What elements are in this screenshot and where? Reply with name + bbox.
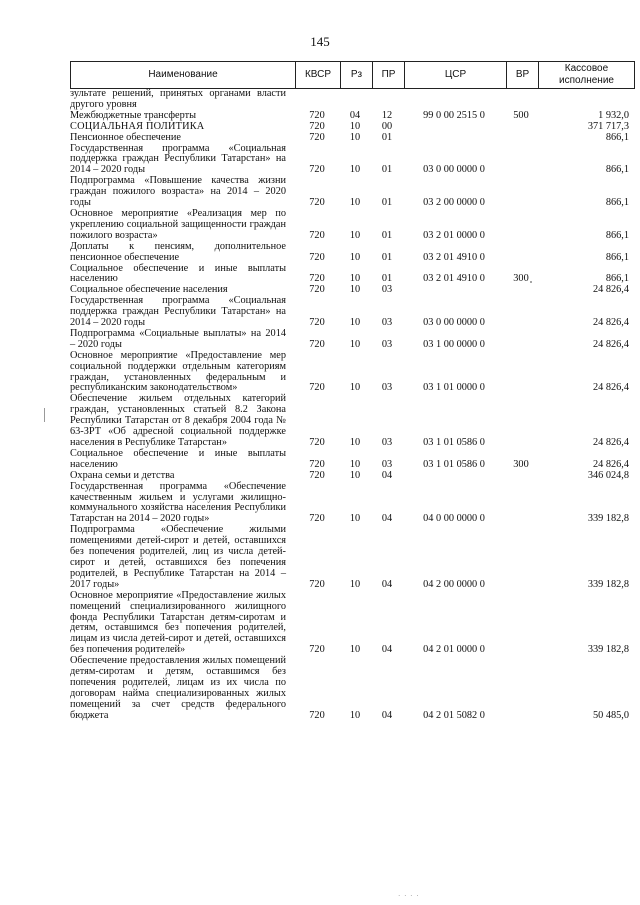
row-pr: 04 [381,709,393,721]
table-row [70,394,635,449]
row-sum: 371 717,3 [587,120,629,132]
row-vr: 300 [513,273,529,285]
row-pr: 04 [381,578,393,590]
row-pr: 01 [381,273,393,285]
row-pr: 12 [381,109,393,121]
budget-table [70,61,635,722]
row-sum: 339 182,8 [587,513,629,525]
row-csr: 03 2 01 4910 0 [423,251,485,263]
row-kvsr: 720 [309,273,325,285]
row-csr: 99 0 00 2515 0 [423,109,485,121]
row-name: Государственная программа «Социальная поддержка граждан Республики Татарстан» на 2014 – 2020 годы [70,142,286,176]
header-sum: Кассовое исполнение [538,62,634,88]
row-pr: 01 [381,131,393,143]
scan-dot [530,281,532,283]
row-sum: 866,1 [605,131,629,143]
table-row [70,89,635,111]
row-rz: 04 [349,109,361,121]
row-pr: 04 [381,513,393,525]
row-rz: 10 [349,437,361,448]
row-pr: 01 [381,164,393,176]
row-kvsr: 720 [309,120,325,132]
row-pr: 01 [381,197,393,209]
row-sum: 339 182,8 [587,644,629,656]
row-kvsr: 720 [309,284,325,296]
table-row [70,482,635,526]
row-sum: 50 485,0 [592,709,629,721]
row-csr: 04 0 00 0000 0 [423,513,485,525]
row-kvsr: 720 [309,458,325,470]
row-name: Доплаты к пенсиям, дополнительное пенсионное обеспечение [70,240,286,263]
row-pr: 04 [381,469,393,481]
header-vr: ВР [506,62,538,88]
row-name: СОЦИАЛЬНАЯ ПОЛИТИКА [70,120,205,132]
row-csr: 03 2 01 4910 0 [423,273,485,285]
row-pr: 04 [381,644,393,656]
row-sum: 346 024,8 [587,469,629,481]
row-sum: 24 826,4 [592,437,629,448]
row-kvsr: 720 [309,382,325,394]
row-rz: 10 [349,513,361,525]
row-rz: 10 [349,164,361,176]
header-kvsr: КВСР [295,62,340,88]
header-rz: Рз [340,62,372,88]
row-csr: 04 2 00 0000 0 [423,578,485,590]
row-csr: 03 1 01 0000 0 [423,382,485,394]
row-sum: 1 932,0 [598,109,629,121]
row-kvsr: 720 [309,644,325,656]
row-pr: 03 [381,317,393,329]
row-name: Обеспечение предоставления жилых помещений детям-сиротам и детям, оставшимся без попечения родителей, лицам из их числа по договорам найма специализированных жилых помещений за счет средств федерального бюджета [70,655,286,721]
row-name: Пенсионное обеспечение [70,131,181,143]
table-row [70,242,635,264]
header-csr: ЦСР [404,62,506,88]
row-kvsr: 720 [309,437,325,448]
row-kvsr: 720 [309,578,325,590]
row-rz: 10 [349,251,361,263]
row-sum: 24 826,4 [592,338,629,350]
row-sum: 866,1 [605,251,629,263]
row-sum: 866,1 [605,197,629,209]
row-csr: 03 2 01 0000 0 [423,229,485,241]
row-sum: 866,1 [605,164,629,176]
table-row [70,133,635,144]
row-name: Обеспечение жильем отдельных категорий граждан, установленных статьей 8.2 Закона Республики Татарстан от 8 декабря 2004 года № 63-ЗРТ «Об адресной социальной поддержке населения в Республике Татарстан» [70,393,286,448]
row-pr: 00 [381,120,393,132]
row-pr: 01 [381,229,393,241]
row-sum: 24 826,4 [592,382,629,394]
table-row [70,144,635,177]
table-row [70,449,635,471]
row-vr: 300 [513,458,529,470]
row-csr: 04 2 01 5082 0 [423,709,485,721]
row-kvsr: 720 [309,109,325,121]
row-rz: 10 [349,578,361,590]
row-name: Охрана семьи и детства [70,469,175,481]
row-csr: 03 2 00 0000 0 [423,197,485,209]
header-pr: ПР [372,62,404,88]
header-name: Наименование [148,69,218,80]
row-name: Основное мероприятие «Предоставление мер социальной поддержки отдельным категориям граждан, установленных федеральным и республиканским законодательством» [70,349,286,394]
row-name: Государственная программа «Социальная поддержка граждан Республики Татарстан» на 2014 – 2020 годы [70,295,286,329]
row-rz: 10 [349,229,361,241]
row-csr: 03 1 01 0586 0 [423,458,485,470]
scan-mark: · · · · [398,892,420,900]
row-rz: 10 [349,197,361,209]
row-name: зультате решений, принятых органами власти другого уровня [70,88,286,110]
row-csr: 03 0 00 0000 0 [423,164,485,176]
row-name: Социальное обеспечение и иные выплаты населению [70,447,286,470]
row-name: Социальное обеспечение и иные выплаты населению [70,262,286,285]
row-pr: 03 [381,338,393,350]
table-row [70,264,635,286]
row-rz: 10 [349,644,361,656]
row-csr: 04 2 01 0000 0 [423,644,485,656]
row-rz: 10 [349,382,361,394]
row-rz: 10 [349,284,361,296]
table-row [70,591,635,656]
row-name: Подпрограмма «Обеспечение жилыми помещениями детей-сирот и детей, оставшихся без попечения родителей, лиц из числа детей-сирот и детей, оставшихся без попечения родителей, в Республике Татарстан на 2014 – 2017 годы» [70,524,286,590]
table-row [70,296,635,329]
row-rz: 10 [349,273,361,285]
row-name: Подпрограмма «Повышение качества жизни граждан пожилого возраста» на 2014 – 2020 годы [70,175,286,209]
row-pr: 03 [381,458,393,470]
row-rz: 10 [349,131,361,143]
row-pr: 03 [381,382,393,394]
row-sum: 866,1 [605,229,629,241]
table-row [70,209,635,242]
row-rz: 10 [349,709,361,721]
row-sum: 24 826,4 [592,458,629,470]
row-kvsr: 720 [309,338,325,350]
row-pr: 03 [381,284,393,296]
row-kvsr: 720 [309,709,325,721]
row-name: Основное мероприятие «Предоставление жилых помещений специализированного жилищного фонда Республики Татарстан детям-сиротам и детям, оставшимся без попечения родителей, лицам из числа детей-сирот и детей, оставшихся без попечения родителей» [70,589,286,656]
table-row [70,525,635,590]
row-name: Межбюджетные трансферты [70,109,197,121]
row-rz: 10 [349,120,361,132]
row-rz: 10 [349,469,361,481]
margin-mark [44,408,45,422]
row-rz: 10 [349,317,361,329]
table-row [70,471,635,482]
row-kvsr: 720 [309,513,325,525]
row-csr: 03 1 01 0586 0 [423,437,485,448]
row-sum: 24 826,4 [592,284,629,296]
row-name: Подпрограмма «Социальные выплаты» на 2014 – 2020 годы [70,327,286,350]
row-name: Основное мероприятие «Реализация мер по укреплению социальной защищенности граждан пожилого возраста» [70,207,286,241]
row-kvsr: 720 [309,197,325,209]
row-sum: 24 826,4 [592,317,629,329]
row-rz: 10 [349,458,361,470]
row-kvsr: 720 [309,317,325,329]
row-csr: 03 1 00 0000 0 [423,338,485,350]
row-csr: 03 0 00 0000 0 [423,317,485,329]
row-rz: 10 [349,338,361,350]
row-name: Государственная программа «Обеспечение качественным жильем и услугами жилищно-коммунального хозяйства населения Республики Татарстан на 2014 – 2020 годы» [70,480,286,525]
row-pr: 01 [381,251,393,263]
row-kvsr: 720 [309,251,325,263]
row-vr: 500 [513,109,529,121]
table-row [70,176,635,209]
row-kvsr: 720 [309,469,325,481]
row-sum: 866,1 [605,273,629,285]
row-kvsr: 720 [309,164,325,176]
row-name: Социальное обеспечение населения [70,284,228,296]
table-row [70,351,635,395]
row-kvsr: 720 [309,229,325,241]
table-row [70,122,635,133]
table-row [70,656,635,721]
table-body [70,89,635,722]
row-sum: 339 182,8 [587,578,629,590]
table-row [70,329,635,351]
page-number: 145 [310,34,330,49]
table-header [70,61,635,89]
row-pr: 03 [381,437,393,448]
row-kvsr: 720 [309,131,325,143]
